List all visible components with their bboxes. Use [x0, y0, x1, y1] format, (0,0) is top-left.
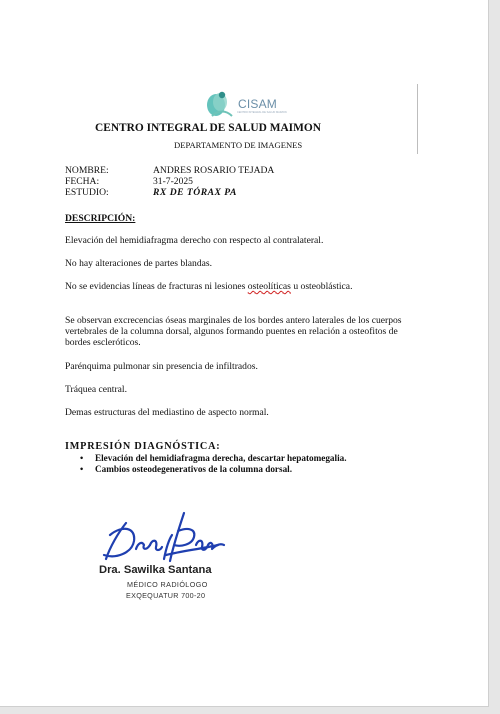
description-paragraph: Parénquima pulmonar sin presencia de infiltrados.	[65, 361, 258, 372]
department-name: DEPARTAMENTO DE IMAGENES	[174, 140, 303, 150]
logo-subtext: CENTRO INTEGRAL DE SALUD MAIMON	[237, 111, 287, 114]
description-heading: DESCRIPCIÓN:	[65, 213, 136, 224]
description-paragraph: Demas estructuras del mediastino de aspecto normal.	[65, 407, 269, 418]
impression-heading: IMPRESIÓN DIAGNÓSTICA:	[65, 441, 221, 452]
date-row	[65, 176, 193, 187]
description-paragraph: Elevación del hemidiafragma derecho con respecto al contralateral.	[65, 235, 324, 246]
description-paragraph: Tráquea central.	[65, 384, 127, 395]
handwritten-signature	[100, 505, 230, 567]
impression-item: • Cambios osteodegenerativos de la columna dorsal.	[80, 464, 347, 475]
description-paragraph: No hay alteraciones de partes blandas.	[65, 258, 213, 269]
description-paragraph	[65, 281, 425, 292]
patient-name-row	[65, 165, 274, 176]
signatory-title: MÉDICO RADIÓLOGO	[127, 580, 208, 589]
name-value: ANDRES ROSARIO TEJADA	[153, 165, 275, 176]
study-value: RX DE TÓRAX PA	[153, 187, 237, 198]
impression-item: • Elevación del hemidiafragma derecha, descartar hepatomegalia.	[80, 453, 347, 464]
study-row	[65, 187, 237, 198]
paragraph-text: No se evidencias líneas de fracturas ni lesiones	[65, 281, 248, 292]
margin-guide-line	[417, 84, 418, 154]
description-paragraph: Se observan excrecencias óseas marginales de los bordes antero laterales de los cuerpos vertebrales de la columna dorsal, algunos formando puentes en relación a osteofitos de bordes escleróticos.	[65, 315, 402, 348]
name-label: NOMBRE:	[65, 165, 109, 176]
institution-name: CENTRO INTEGRAL DE SALUD MAIMON	[95, 122, 321, 134]
impression-list	[80, 453, 347, 475]
date-label: FECHA:	[65, 176, 100, 187]
date-value: 31-7-2025	[153, 176, 193, 187]
signatory-name: Dra. Sawilka Santana	[99, 564, 212, 576]
study-label: ESTUDIO:	[65, 187, 109, 198]
paragraph-text: u osteoblástica.	[290, 281, 353, 292]
signatory-license: EXQEQUATUR 700-20	[126, 591, 206, 600]
logo-wordmark: CISAM	[238, 97, 278, 111]
spellcheck-flagged-word[interactable]: osteolíticas	[247, 281, 291, 292]
